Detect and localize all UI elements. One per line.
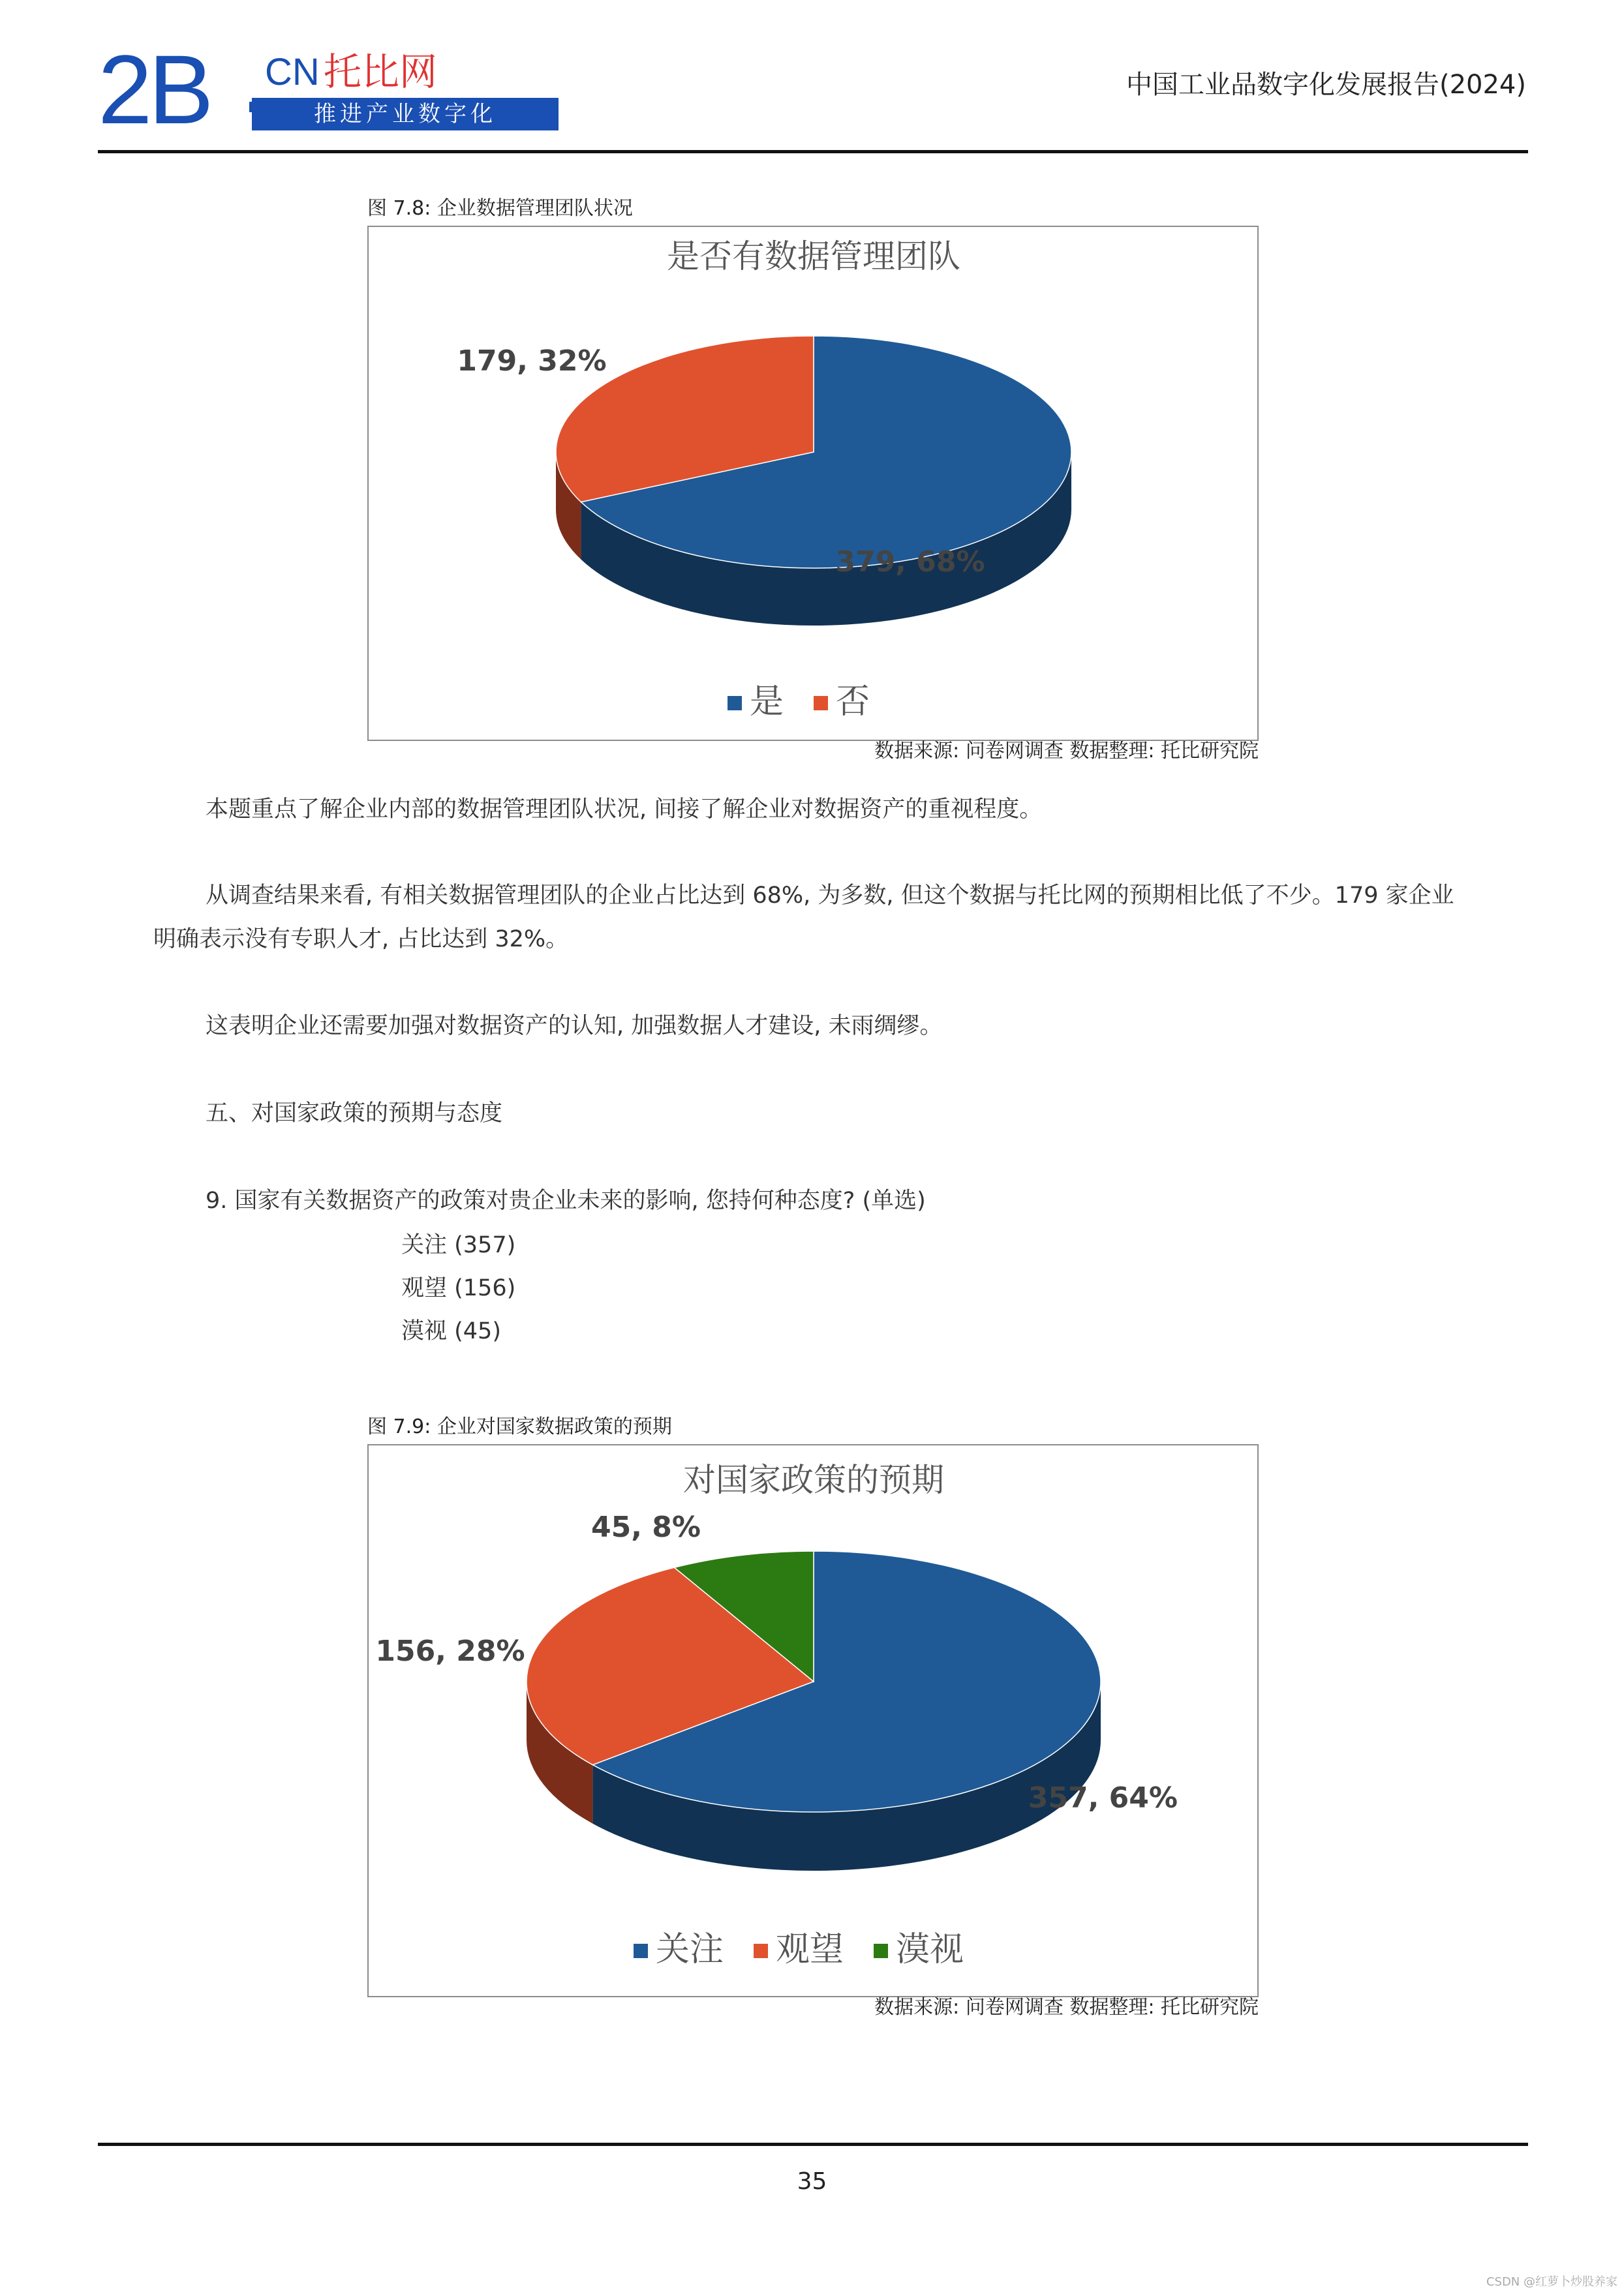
paragraph-conclusion: 这表明企业还需要加强对数据资产的认知, 加强数据人才建设, 未雨绸缪。 bbox=[206, 1013, 943, 1039]
legend-label-3: 漠视 bbox=[896, 1930, 964, 1969]
chart-title: 是否有数据管理团队 bbox=[667, 237, 960, 275]
header-divider bbox=[98, 150, 1528, 153]
option-follow: 关注 (357) bbox=[401, 1232, 516, 1258]
report-title: 中国工业品数字化发展报告(2024) bbox=[1126, 70, 1526, 100]
figure-caption-7-8: 图 7.8: 企业数据管理团队状况 bbox=[367, 197, 633, 220]
data-label-3: 45, 8% bbox=[591, 1511, 701, 1544]
data-label-1: 357, 64% bbox=[1028, 1781, 1178, 1815]
option-wait: 观望 (156) bbox=[401, 1275, 516, 1301]
legend-label-2: 否 bbox=[836, 682, 870, 721]
pie-chart-policy-expectation bbox=[369, 1445, 1257, 1996]
legend-label-1: 关注 bbox=[656, 1930, 724, 1969]
figure-source-7-8: 数据来源: 问卷网调查 数据整理: 托比研究院 bbox=[874, 740, 1259, 763]
legend-swatch-1 bbox=[728, 696, 742, 710]
legend-swatch-1 bbox=[634, 1944, 648, 1958]
figure-caption-7-9: 图 7.9: 企业对国家数据政策的预期 bbox=[367, 1415, 672, 1438]
data-label-2: 179, 32% bbox=[457, 344, 607, 378]
logo-slogan: 推进产业数字化 bbox=[252, 98, 559, 130]
figure-source-7-9: 数据来源: 问卷网调查 数据整理: 托比研究院 bbox=[874, 1996, 1259, 2019]
paragraph-results: 从调查结果来看, 有相关数据管理团队的企业占比达到 68%, 为多数, 但这个数据与托比网的预期相比低了不少。179 家企业明确表示没有专职人才, 占比达到 32%。 bbox=[153, 883, 1454, 952]
option-ignore: 漠视 (45) bbox=[401, 1318, 501, 1344]
paragraph-intro: 本题重点了解企业内部的数据管理团队状况, 间接了解企业对数据资产的重视程度。 bbox=[206, 796, 1043, 823]
logo-2b-text: 2B bbox=[98, 35, 210, 144]
legend-swatch-3 bbox=[874, 1944, 888, 1958]
footer-divider bbox=[98, 2143, 1528, 2146]
chart-policy-expectation bbox=[367, 1444, 1259, 1997]
chart-title: 对国家政策的预期 bbox=[683, 1461, 944, 1499]
survey-question: 9. 国家有关数据资产的政策对贵企业未来的影响, 您持何种态度? (单选) bbox=[206, 1188, 926, 1214]
page-number: 35 bbox=[797, 2168, 827, 2195]
legend-label-1: 是 bbox=[750, 682, 784, 721]
pie-chart-data-team bbox=[369, 227, 1257, 740]
watermark: CSDN @红萝卜炒股养家 bbox=[1486, 2275, 1617, 2289]
legend-swatch-2 bbox=[814, 696, 828, 710]
legend-swatch-2 bbox=[754, 1944, 768, 1958]
data-label-2: 156, 28% bbox=[375, 1635, 525, 1668]
section-heading: 五、对国家政策的预期与态度 bbox=[206, 1100, 503, 1126]
legend-label-2: 观望 bbox=[776, 1930, 844, 1969]
logo-brand-name: 托比网 bbox=[324, 50, 438, 94]
logo-cn-text: CN bbox=[265, 51, 320, 93]
chart-data-team bbox=[367, 226, 1259, 741]
brand-logo bbox=[98, 35, 497, 144]
data-label-1: 379, 68% bbox=[835, 545, 985, 579]
